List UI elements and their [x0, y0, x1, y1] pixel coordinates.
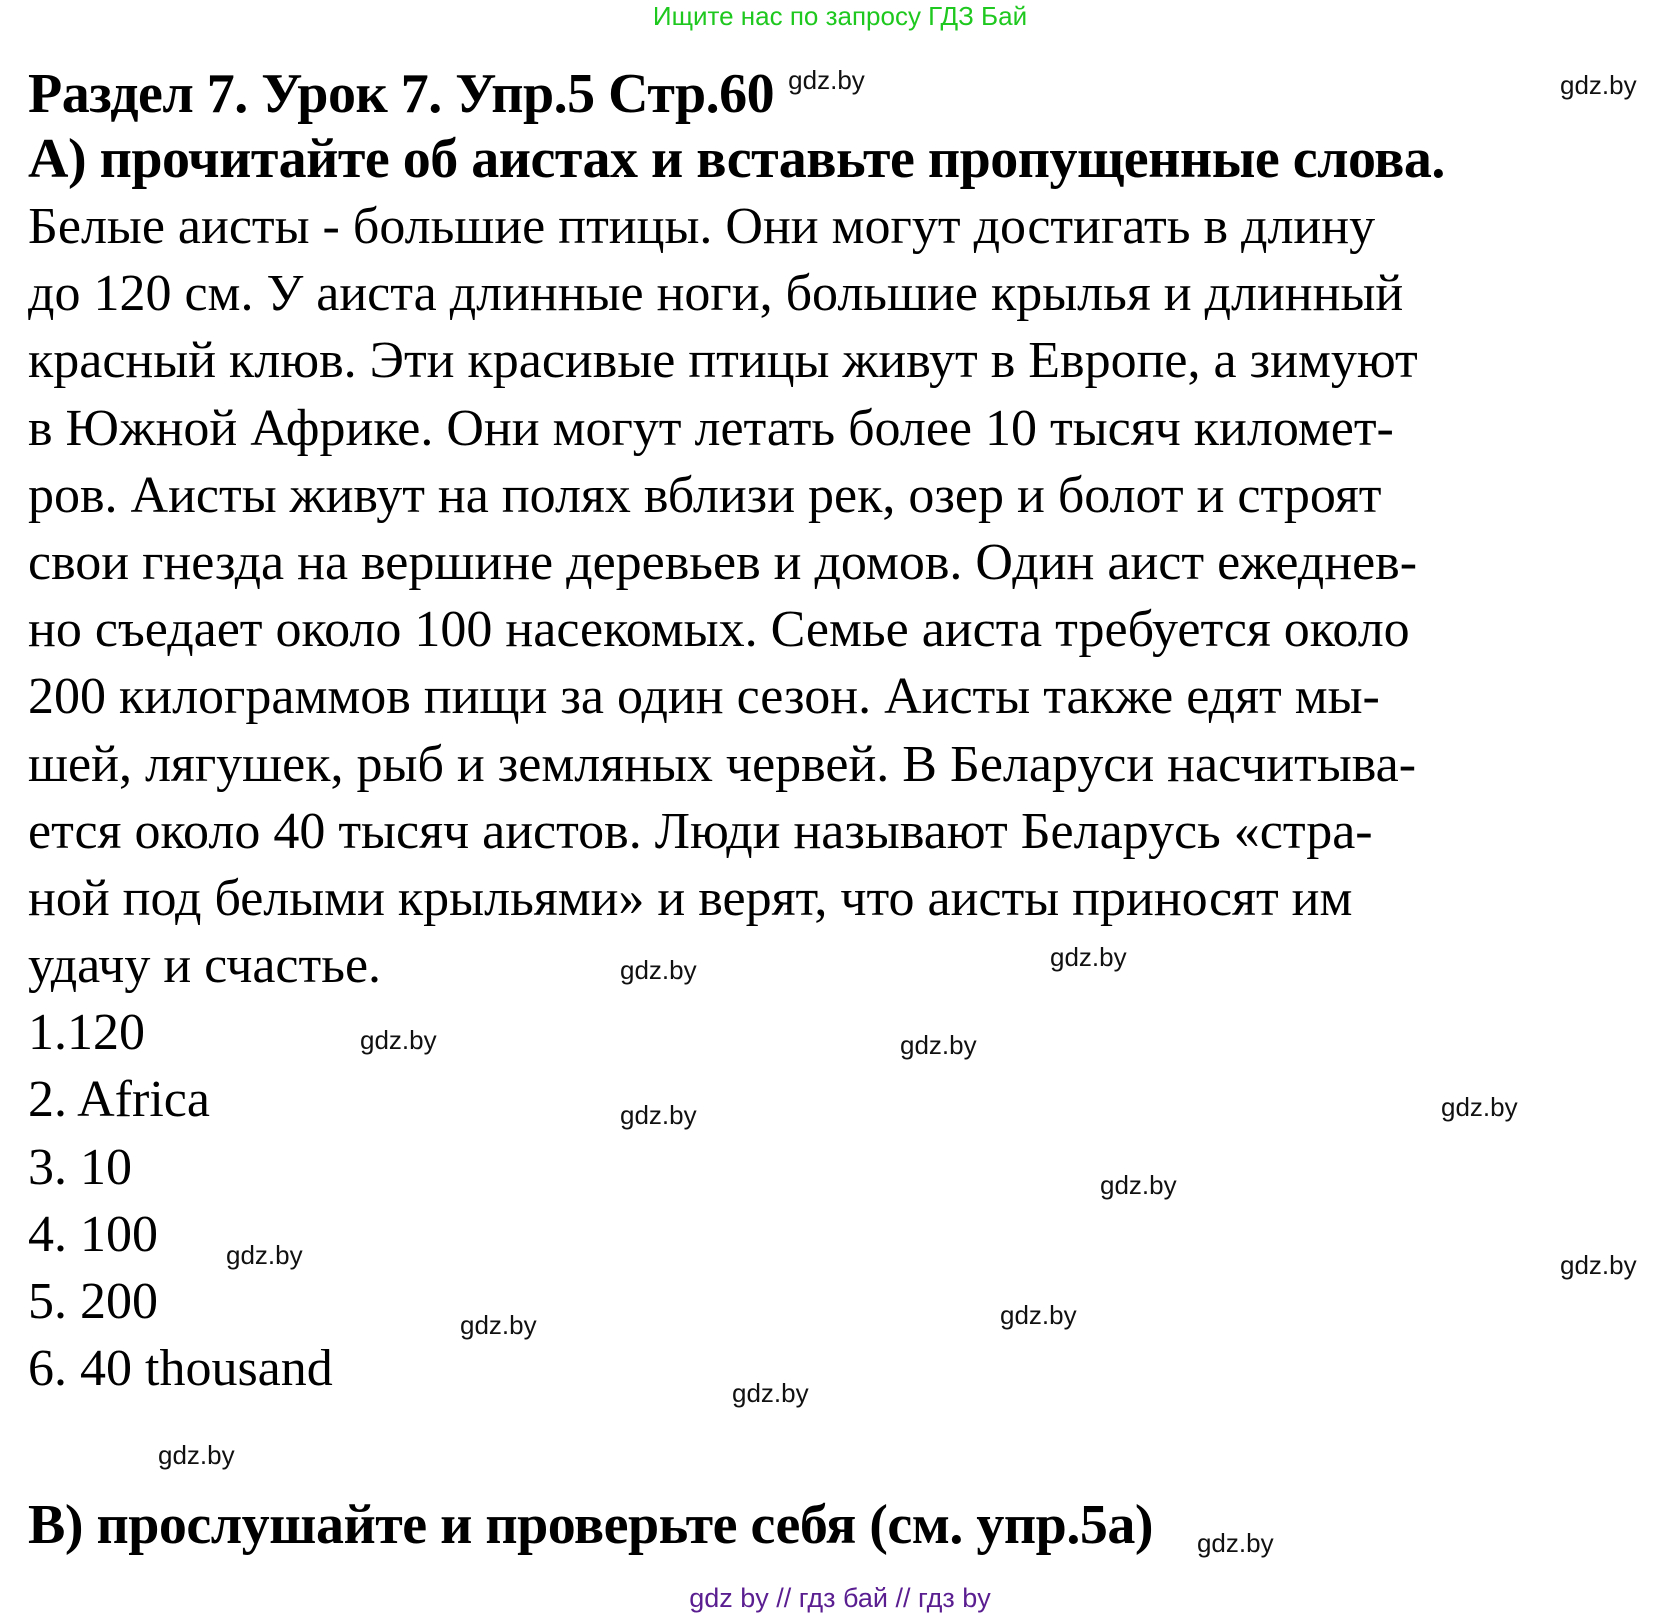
- task-a-heading: А) прочитайте об аистах и вставьте пропущенные слова.: [28, 128, 1445, 190]
- task-b-row: [28, 1492, 1274, 1558]
- watermark: gdz.by: [732, 1378, 809, 1408]
- watermark: gdz.by: [460, 1310, 537, 1340]
- text-line: свои гнезда на вершине деревьев и домов. Один аист ежеднев-: [28, 533, 1418, 591]
- watermark: gdz.by: [158, 1440, 235, 1470]
- text-line: красный клюв. Эти красивые птицы живут в Европе, а зимуют: [28, 332, 1418, 390]
- task-b-heading: В) прослушайте и проверьте себя (см. упр.5а): [28, 1494, 1153, 1556]
- watermark: gdz.by: [1100, 1170, 1177, 1200]
- answer-item: 6. 40 thousand: [28, 1340, 333, 1398]
- answer-item: 5. 200: [28, 1273, 158, 1330]
- answer-item: 3. 10: [28, 1138, 132, 1196]
- watermark: gdz.by: [360, 1025, 437, 1055]
- text-line: ется около 40 тысяч аистов. Люди называют Беларусь «стра-: [28, 802, 1373, 860]
- answer-item: 1.120: [28, 1004, 145, 1062]
- text-line: но съедает около 100 насекомых. Семье аиста требуется около: [28, 601, 1410, 659]
- text-line: ной под белыми крыльями» и верят, что аисты приносят им: [28, 869, 1353, 927]
- watermark: gdz.by: [226, 1240, 303, 1270]
- text-line: 200 килограммов пищи за один сезон. Аисты также едят мы-: [28, 668, 1380, 726]
- text-line: Белые аисты - большие птицы. Они могут достигать в длину: [28, 198, 1376, 255]
- watermark: gdz.by: [1196, 1528, 1274, 1558]
- answer-item: 4. 100: [28, 1205, 158, 1263]
- watermark: gdz.by: [788, 65, 865, 95]
- watermark: gdz.by: [1441, 1092, 1518, 1122]
- answer-item: 2. Africa: [28, 1071, 210, 1129]
- title-row: [28, 61, 865, 127]
- page-title: Раздел 7. Урок 7. Упр.5 Стр.60: [28, 63, 775, 125]
- text-line: удачу и счастье.: [28, 937, 382, 995]
- watermark: gdz.by: [1000, 1300, 1077, 1330]
- watermark: gdz.by: [900, 1030, 977, 1060]
- text-line: до 120 см. У аиста длинные ноги, большие крылья и длинный: [28, 265, 1404, 323]
- watermark: gdz.by: [1560, 1250, 1637, 1280]
- text-line: в Южной Африке. Они могут летать более 10 тысяч километ-: [28, 399, 1394, 457]
- watermark: gdz.by: [1560, 70, 1637, 100]
- watermark: gdz.by: [1050, 942, 1127, 972]
- watermark: gdz.by: [620, 955, 697, 985]
- footer-links[interactable]: gdz by // гдз бай // гдз by: [689, 1583, 991, 1613]
- text-line: шей, лягушек, рыб и земляных червей. В Беларуси насчитыва-: [28, 735, 1417, 793]
- exercise-text: [28, 193, 1418, 1402]
- top-banner[interactable]: Ищите нас по запросу ГДЗ Бай: [652, 1, 1028, 31]
- watermark: gdz.by: [620, 1100, 697, 1130]
- text-line: ров. Аисты живут на полях вблизи рек, озер и болот и строят: [28, 466, 1382, 524]
